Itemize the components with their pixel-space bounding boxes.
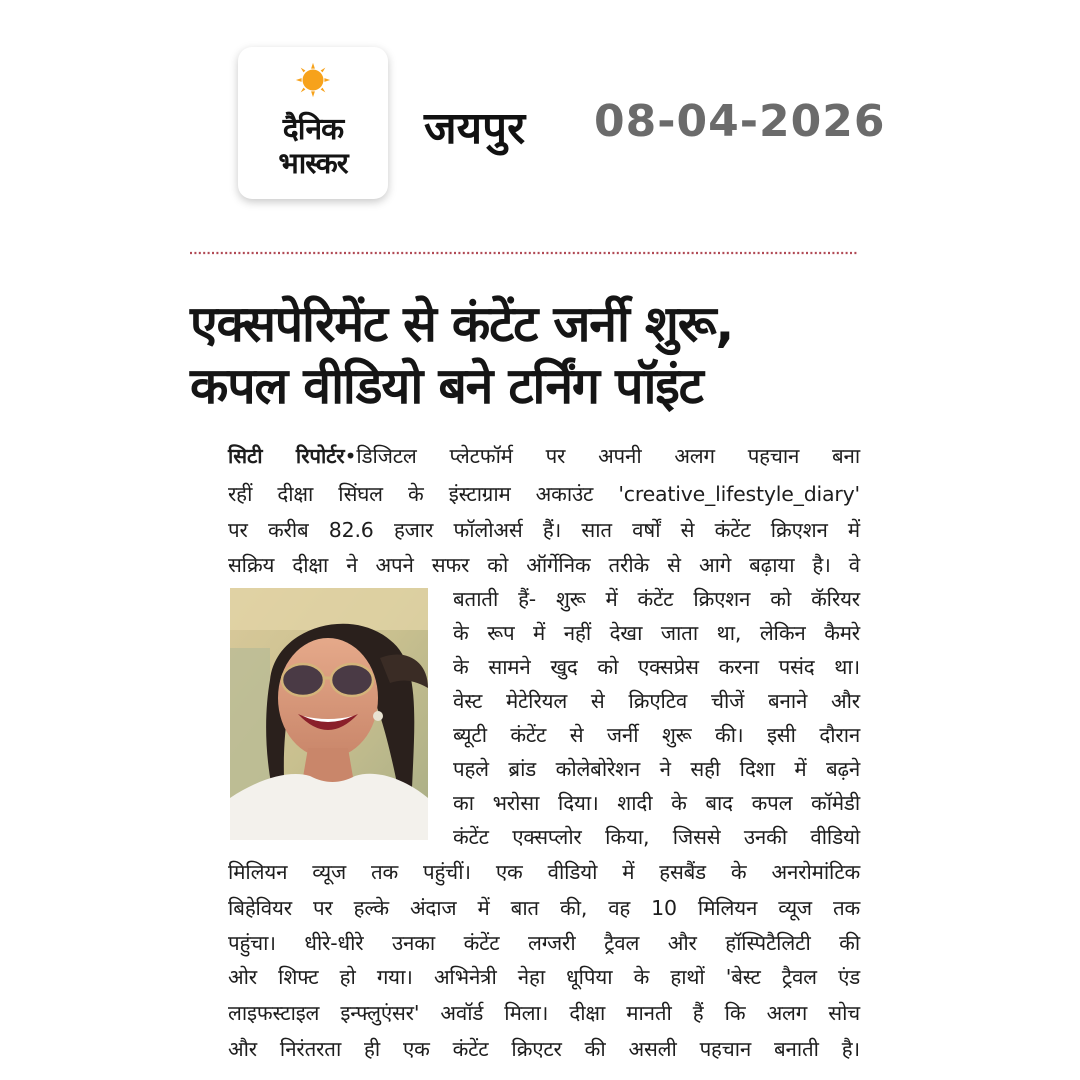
logo-text-dainik: दैनिक xyxy=(282,112,344,147)
publication-date: 08-04-2026 xyxy=(594,96,886,147)
body-line: का भरोसा दिया। शादी के बाद कपल कॉमेडी xyxy=(453,791,860,815)
dotted-divider xyxy=(190,248,858,258)
body-line-text: •डिजिटल प्लेटफॉर्म पर अपनी अलग पहचान बना xyxy=(344,444,860,468)
logo-text-bhaskar: भास्कर xyxy=(278,146,348,180)
body-line: पहले ब्रांड कोलेबोरेशन ने सही दिशा में बढ़ने xyxy=(453,757,860,781)
headline-line-1: एक्सपेरिमेंट से कंटेंट जर्नी शुरू, xyxy=(190,295,734,353)
body-line: मिलियन व्यूज तक पहुंचीं। एक वीडियो में हसबैंड के अनरोमांटिक xyxy=(228,860,860,884)
body-line: ब्यूटी कंटेंट से जर्नी शुरू की। इसी दौरान xyxy=(453,723,860,747)
city-name: जयपुर xyxy=(424,103,526,154)
byline: सिटी रिपोर्टर xyxy=(228,444,345,468)
body-line xyxy=(228,441,860,471)
body-line: सक्रिय दीक्षा ने अपने सफर को ऑर्गेनिक तरीके से आगे बढ़ाया है। वे xyxy=(228,553,860,577)
sun-icon xyxy=(294,61,332,99)
body-line: लाइफस्टाइल इन्फ्लुएंसर' अवॉर्ड मिला। दीक्षा मानती हैं कि अलग सोच xyxy=(228,1001,860,1025)
profile-photo xyxy=(230,588,428,840)
body-line: के रूप में नहीं देखा जाता था, लेकिन कैमरे xyxy=(453,621,860,645)
body-line: बताती हैं- शुरू में कंटेंट क्रिएशन को कॅरियर xyxy=(453,587,860,611)
body-line: पर करीब 82.6 हजार फॉलोअर्स हैं। सात वर्षों से कंटेंट क्रिएशन में xyxy=(228,518,860,542)
body-line: ओर शिफ्ट हो गया। अभिनेत्री नेहा धूपिया के हाथों 'बेस्ट ट्रैवल एंड xyxy=(228,965,860,989)
body-line: कंटेंट एक्सप्लोर किया, जिससे उनकी वीडियो xyxy=(453,825,860,849)
body-line: के सामने खुद को एक्सप्रेस करना पसंद था। xyxy=(453,655,860,679)
body-line: रहीं दीक्षा सिंघल के इंस्टाग्राम अकाउंट 'creative_lifestyle_diary' xyxy=(228,482,860,506)
headline-line-2: कपल वीडियो बने टर्निंग पॉइंट xyxy=(190,357,703,415)
body-line: वेस्ट मेटेरियल से क्रिएटिव चीजें बनाने और xyxy=(453,689,860,713)
body-line: और निरंतरता ही एक कंटेंट क्रिएटर की असली पहचान बनाती है। xyxy=(228,1037,860,1061)
dainik-bhaskar-logo xyxy=(238,47,388,199)
body-line: बिहेवियर पर हल्के अंदाज में बात की, वह 10 मिलियन व्यूज तक xyxy=(228,896,860,920)
body-line: पहुंचा। धीरे-धीरे उनका कंटेंट लग्जरी ट्रैवल और हॉस्पिटैलिटी की xyxy=(228,931,860,955)
headline xyxy=(190,293,875,417)
